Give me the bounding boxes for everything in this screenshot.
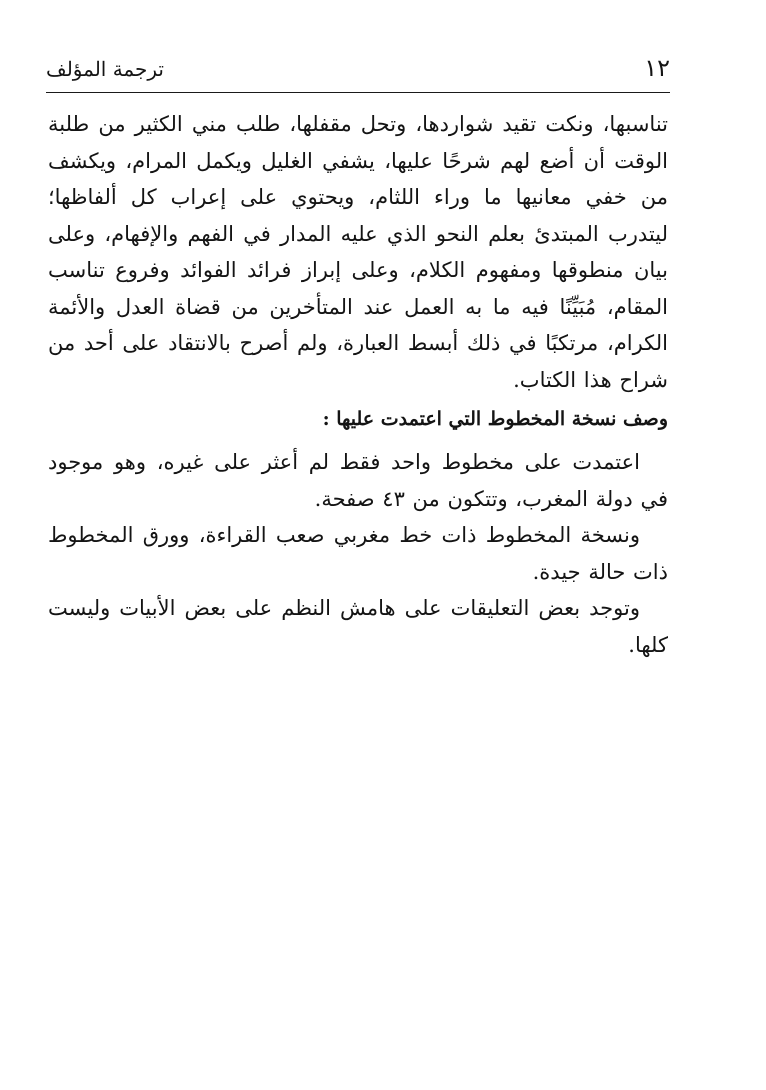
paragraph-manuscript-script: ونسخة المخطوط ذات خط مغربي صعب القراءة، وورق المخطوط ذات حالة جيدة. [48,523,668,584]
section-heading: وصف نسخة المخطوط التي اعتمدت عليها : [322,408,668,430]
header-rule [46,92,670,93]
paragraph-manuscript-source: اعتمدت على مخطوط واحد فقط لم أعثر على غيره، وهو موجود في دولة المغرب، وتتكون من ٤٣ صفحة. [48,450,668,511]
body-text [48,106,668,663]
paragraph-manuscript-notes: وتوجد بعض التعليقات على هامش النظم على بعض الأبيات وليست كلها. [48,596,668,657]
page-header [46,52,670,88]
running-title: ترجمة المؤلف [46,57,164,81]
page-number: ١٢ [644,54,670,82]
intro-paragraph: تناسبها، ونكت تقيد شواردها، وتحل مقفلها، طلب مني الكثير من طلبة الوقت أن أضع لهم شرحًا عليها، يشفي الغليل ويكمل المرام، ويكشف من خفي معانيها ما وراء اللثام، ويحتوي على إعراب كل ألفاظها؛ ليتدرب المبتدئ بعلم النحو الذي عليه المدار في الفهم والإفهام، وعلى بيان منطوقها ومفهوم الكلام، وعلى إبراز فرائد الفوائد وفروع تناسب المقام، مُبَيِّنًا فيه ما به العمل عند المتأخرين من قضاة العدل والأئمة الكرام، مرتكبًا في ذلك أبسط العبارة، ولم أصرح بالانتقاد على أحد من شراح هذا الكتاب. [48,112,668,392]
